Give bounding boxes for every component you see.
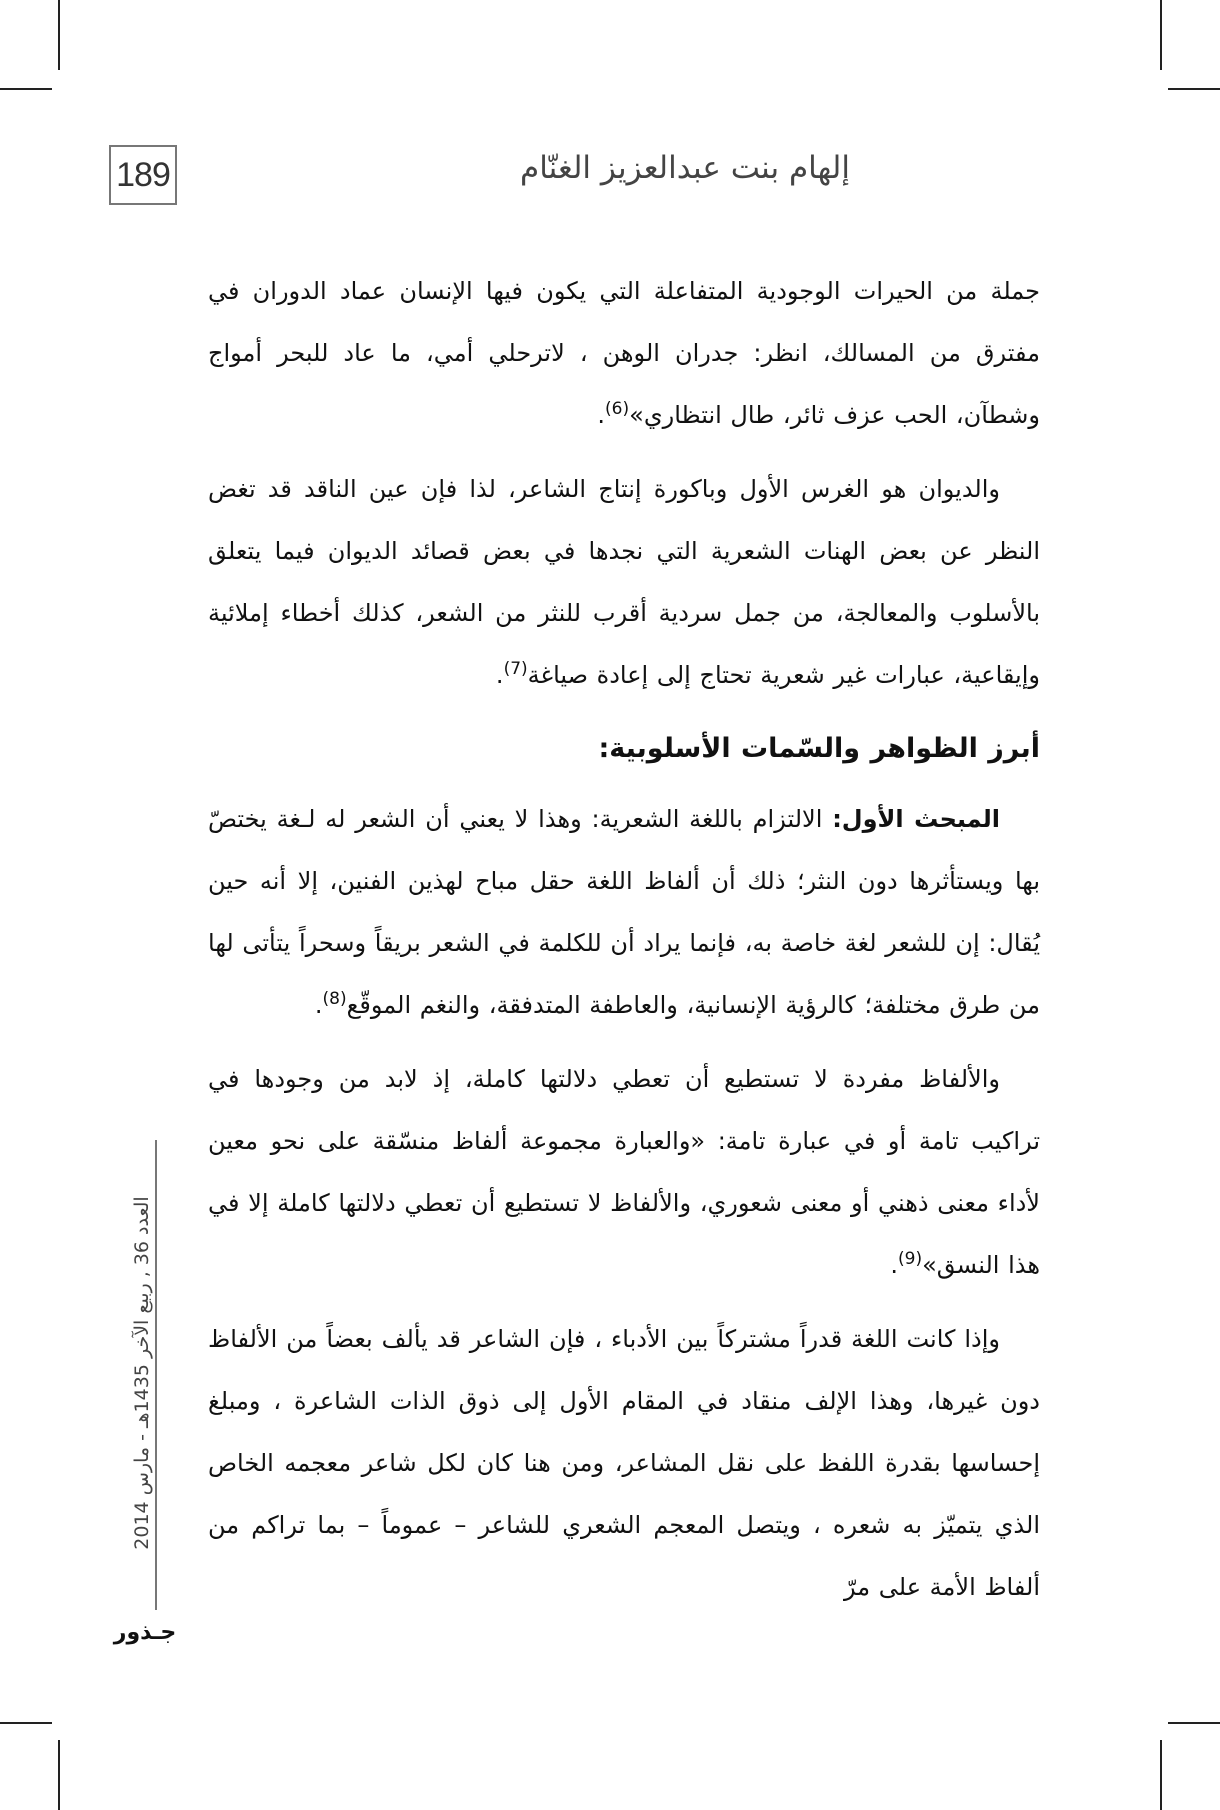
crop-mark (1160, 0, 1162, 70)
paragraph (208, 1308, 1040, 1618)
issue-sidebar (112, 1138, 172, 1608)
crop-mark (1168, 1722, 1220, 1724)
issue-info: العدد 36 , ربيع الآخر 1435هـ - مارس 2014 (131, 1196, 153, 1550)
footnote-ref: (8) (322, 989, 347, 1009)
section-heading: أبرز الظواهر والسّمات الأسلوبية: (598, 733, 1040, 764)
paragraph-text: الالتزام باللغة الشعرية: وهذا لا يعني أن الشعر له لـغة يختصّ بها ويستأثرها دون النثر؛ ذلك أن ألفاظ اللغة حقل مباح لهذين الفنين، إلا أنه حين يُقال: إن للشعر لغة خاصة به، فإنما يراد أن للكلمة في الشعر بريقاً وسحراً يتأتى لها من طرق مختلفة؛ كالرؤية الإنسانية، والعاطفة المتدفقة، والنغم الموقّع (208, 805, 1040, 1019)
paragraph-text: وإذا كانت اللغة قدراً مشتركاً بين الأدباء ، فإن الشاعر قد يألف بعضاً من الألفاظ دون غيرها، وهذا الإلف منقاد في المقام الأول إلى ذوق الذات الشاعرة ، ومبلغ إحساسها بقدرة اللفظ على نقل المشاعر، ومن هنا كان لكل شاعر معجمه الخاص الذي يتميّز به شعره ، ويتصل المعجم الشعري للشاعر – عموماً – بما تراكم من ألفاظ الأمة على مرّ (208, 1325, 1040, 1601)
sidebar-divider (155, 1140, 157, 1610)
paragraph-text: والألفاظ مفردة لا تستطيع أن تعطي دلالتها كاملة، إذ لابد من وجودها في تراكيب تامة أو في عبارة تامة: «والعبارة مجموعة ألفاظ منسّقة على نحو معين لأداء معنى ذهني أو معنى شعوري، والألفاظ لا تستطيع أن تعطي دلالتها كاملة إلا في هذا النسق» (208, 1065, 1040, 1279)
paragraph: المبحث الأول: الالتزام باللغة الشعرية: وهذا لا يعني أن الشعر له لـغة يختصّ بها ويستأثرها دون النثر؛ ذلك أن ألفاظ اللغة حقل مباح لهذين الفنين، إلا أنه حين يُقال: إن للشعر لغة خاصة به، فإنما يراد أن للكلمة في الشعر بريقاً وسحراً يتأتى لها من طرق مختلفة؛ كالرؤية الإنسانية، والعاطفة المتدفقة، والنغم الموقّع$^{(8)}$. (208, 805, 1040, 1019)
crop-mark (58, 0, 60, 70)
running-header (105, 140, 1115, 210)
page-number: 189 (109, 145, 177, 205)
paragraph: جملة من الحيرات الوجودية المتفاعلة التي يكون فيها الإنسان عماد الدوران في مفترق من المسالك، انظر: جدران الوهن ، لاترحلي أمي، ما عاد للبحر أمواج وشطآن، الحب عزف ثائر، طال انتظاري»$^{(6)}$. (208, 277, 1040, 429)
crop-mark (58, 1740, 60, 1810)
journal-logo: جـذور (113, 1620, 177, 1645)
paragraph: والديوان هو الغرس الأول وباكورة إنتاج الشاعر، لذا فإن عين الناقد قد تغض النظر عن بعض الهنات الشعرية التي نجدها في بعض قصائد الديوان فيما يتعلق بالأسلوب والمعالجة، من جمل سردية أقرب للنثر من الشعر، كذلك أخطاء إملائية وإيقاعية، عبارات غير شعرية تحتاج إلى إعادة صياغة$^{(7)}$. (208, 475, 1040, 689)
paragraph-text: والديوان هو الغرس الأول وباكورة إنتاج الشاعر، لذا فإن عين الناقد قد تغض النظر عن بعض الهنات الشعرية التي نجدها في بعض قصائد الديوان فيما يتعلق بالأسلوب والمعالجة، من جمل سردية أقرب للنثر من الشعر، كذلك أخطاء إملائية وإيقاعية، عبارات غير شعرية تحتاج إلى إعادة صياغة (208, 475, 1040, 689)
subsection-label: المبحث الأول: (832, 805, 1001, 833)
crop-mark (1160, 1740, 1162, 1810)
crop-mark (0, 1722, 52, 1724)
author-name: إلهام بنت عبدالعزيز الغنّام (520, 150, 850, 186)
article-body (208, 260, 1040, 1630)
footnote-ref: (9) (898, 1249, 923, 1269)
footnote-ref: (7) (503, 659, 528, 679)
crop-mark (1168, 88, 1220, 90)
paragraph: والألفاظ مفردة لا تستطيع أن تعطي دلالتها كاملة، إذ لابد من وجودها في تراكيب تامة أو في عبارة تامة: «والعبارة مجموعة ألفاظ منسّقة على نحو معين لأداء معنى ذهني أو معنى شعوري، والألفاظ لا تستطيع أن تعطي دلالتها كاملة إلا في هذا النسق»$^{(9)}$. (208, 1065, 1040, 1279)
crop-mark (0, 88, 52, 90)
footnote-ref: (6) (605, 399, 630, 419)
paragraph-text: جملة من الحيرات الوجودية المتفاعلة التي يكون فيها الإنسان عماد الدوران في مفترق من المسالك، انظر: جدران الوهن ، لاترحلي أمي، ما عاد للبحر أمواج وشطآن، الحب عزف ثائر، طال انتظاري» (208, 277, 1040, 429)
